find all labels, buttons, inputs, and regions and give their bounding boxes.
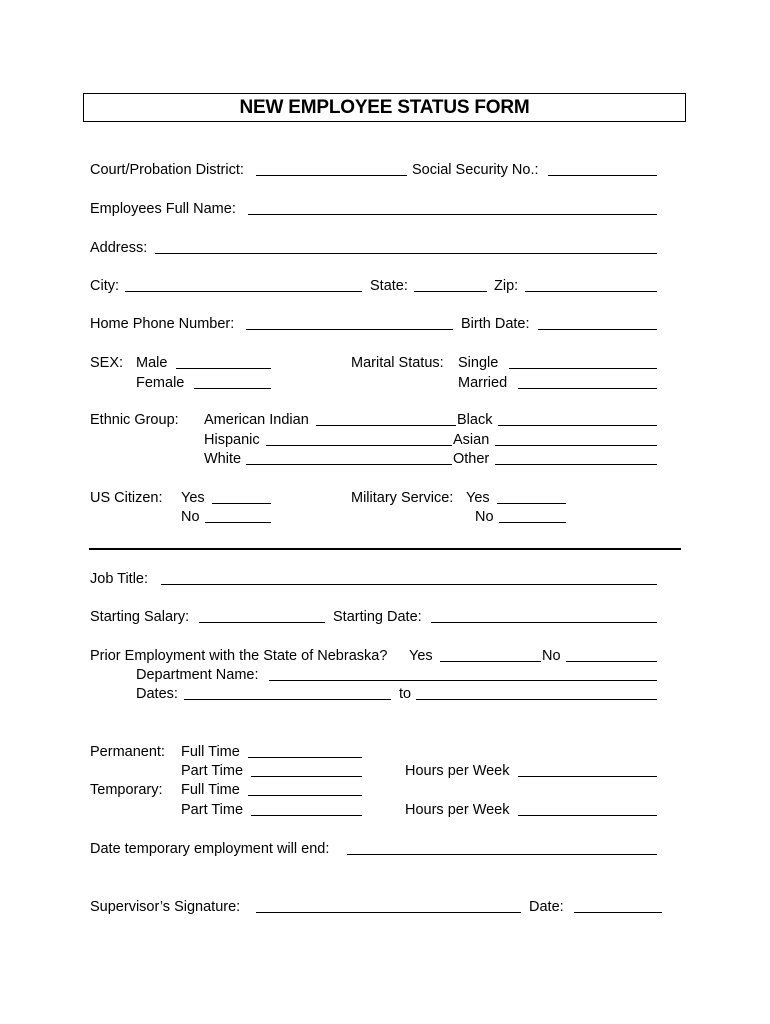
male-field[interactable] <box>176 368 271 369</box>
american-indian-label: American Indian <box>204 412 309 428</box>
job-title-label: Job Title: <box>90 571 149 587</box>
ssn-label: Social Security No.: <box>412 162 539 178</box>
prior-employment-yes-field[interactable] <box>440 661 541 662</box>
asian-label: Asian <box>453 432 490 448</box>
address-field[interactable] <box>155 253 657 254</box>
prior-employment-label: Prior Employment with the State of Nebraska? <box>90 648 388 664</box>
signature-date-field[interactable] <box>574 912 662 913</box>
permanent-part-time-field[interactable] <box>251 776 362 777</box>
temporary-full-time-label: Full Time <box>181 782 240 798</box>
permanent-hours-field[interactable] <box>518 776 657 777</box>
us-citizen-label: US Citizen: <box>90 490 163 506</box>
zip-label: Zip: <box>494 278 519 294</box>
temp-end-date-label: Date temporary employment will end: <box>90 841 330 857</box>
temporary-hours-label: Hours per Week <box>405 802 510 818</box>
birth-date-field[interactable] <box>538 329 657 330</box>
white-label: White <box>204 451 242 467</box>
married-label: Married <box>458 375 508 391</box>
starting-date-field[interactable] <box>431 622 657 623</box>
home-phone-field[interactable] <box>246 329 453 330</box>
dates-to-field[interactable] <box>416 699 657 700</box>
city-field[interactable] <box>125 291 362 292</box>
military-no-field[interactable] <box>499 522 566 523</box>
temporary-full-time-field[interactable] <box>248 795 362 796</box>
married-field[interactable] <box>518 388 657 389</box>
prior-employment-yes-label: Yes <box>409 648 433 664</box>
starting-salary-field[interactable] <box>199 622 325 623</box>
temporary-hours-field[interactable] <box>518 815 657 816</box>
sex-label: SEX: <box>90 355 124 371</box>
dates-label: Dates: <box>136 686 178 702</box>
supervisor-signature-label: Supervisor’s Signature: <box>90 899 241 915</box>
temp-end-date-field[interactable] <box>347 854 657 855</box>
supervisor-signature-field[interactable] <box>256 912 521 913</box>
asian-field[interactable] <box>495 445 657 446</box>
temporary-part-time-field[interactable] <box>251 815 362 816</box>
military-yes-label: Yes <box>466 490 490 506</box>
court-district-field[interactable] <box>256 175 407 176</box>
permanent-full-time-label: Full Time <box>181 744 240 760</box>
other-field[interactable] <box>495 464 657 465</box>
male-label: Male <box>136 355 168 371</box>
section-divider <box>89 548 681 550</box>
permanent-label: Permanent: <box>90 744 165 760</box>
birth-date-label: Birth Date: <box>461 316 530 332</box>
permanent-hours-label: Hours per Week <box>405 763 510 779</box>
permanent-full-time-field[interactable] <box>248 757 362 758</box>
female-field[interactable] <box>194 388 271 389</box>
department-name-field[interactable] <box>269 680 657 681</box>
white-field[interactable] <box>246 464 452 465</box>
full-name-label: Employees Full Name: <box>90 201 236 217</box>
american-indian-field[interactable] <box>316 425 456 426</box>
ssn-field[interactable] <box>548 175 657 176</box>
signature-date-label: Date: <box>529 899 564 915</box>
hispanic-label: Hispanic <box>204 432 260 448</box>
hispanic-field[interactable] <box>266 445 452 446</box>
state-field[interactable] <box>414 291 487 292</box>
single-field[interactable] <box>509 368 657 369</box>
black-field[interactable] <box>498 425 657 426</box>
job-title-field[interactable] <box>161 584 657 585</box>
military-no-label: No <box>475 509 494 525</box>
citizen-no-field[interactable] <box>205 522 271 523</box>
home-phone-label: Home Phone Number: <box>90 316 235 332</box>
military-service-label: Military Service: <box>351 490 454 506</box>
female-label: Female <box>136 375 185 391</box>
court-district-label: Court/Probation District: <box>90 162 244 178</box>
ethnic-group-label: Ethnic Group: <box>90 412 179 428</box>
form-title: NEW EMPLOYEE STATUS FORM <box>239 96 530 118</box>
citizen-no-label: No <box>181 509 200 525</box>
black-label: Black <box>457 412 493 428</box>
prior-employment-no-field[interactable] <box>566 661 657 662</box>
temporary-part-time-label: Part Time <box>181 802 244 818</box>
dates-to-label: to <box>399 686 412 702</box>
marital-status-label: Marital Status: <box>351 355 444 371</box>
zip-field[interactable] <box>525 291 657 292</box>
temporary-label: Temporary: <box>90 782 163 798</box>
other-label: Other <box>453 451 490 467</box>
starting-date-label: Starting Date: <box>333 609 422 625</box>
state-label: State: <box>370 278 408 294</box>
form-title-box <box>83 93 686 122</box>
starting-salary-label: Starting Salary: <box>90 609 190 625</box>
citizen-yes-label: Yes <box>181 490 205 506</box>
full-name-field[interactable] <box>248 214 657 215</box>
citizen-yes-field[interactable] <box>212 503 271 504</box>
permanent-part-time-label: Part Time <box>181 763 244 779</box>
military-yes-field[interactable] <box>497 503 566 504</box>
city-label: City: <box>90 278 119 294</box>
dates-from-field[interactable] <box>184 699 391 700</box>
department-name-label: Department Name: <box>136 667 259 683</box>
address-label: Address: <box>90 240 148 256</box>
single-label: Single <box>458 355 499 371</box>
prior-employment-no-label: No <box>542 648 561 664</box>
